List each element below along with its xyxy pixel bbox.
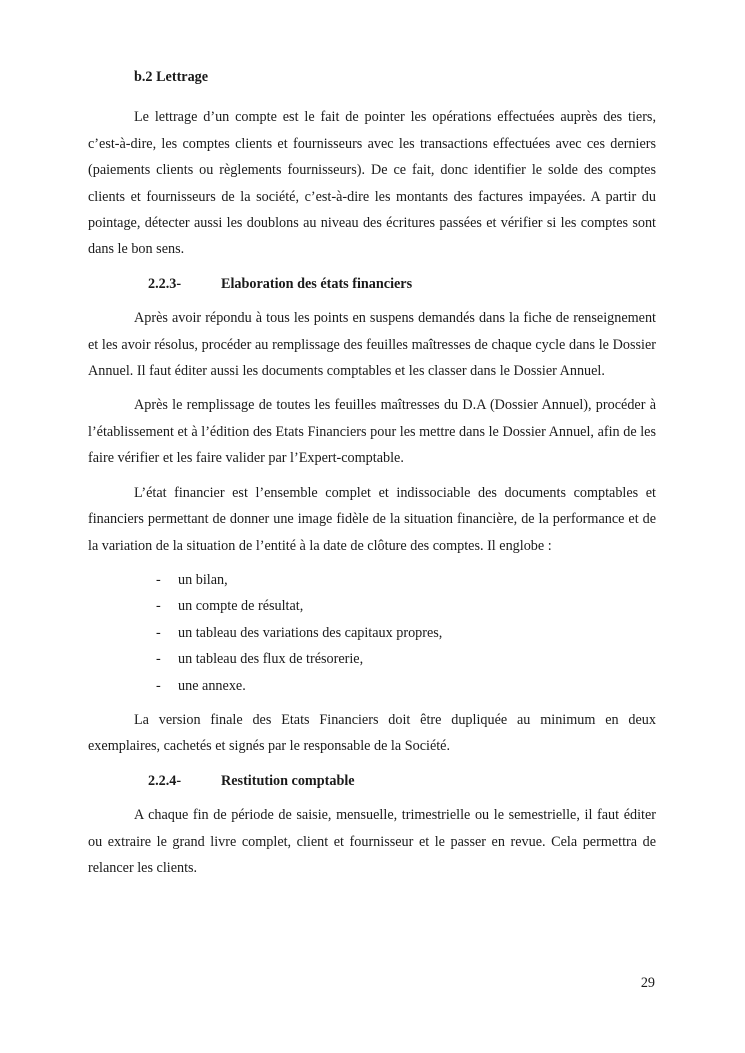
section-number: 2.2.3-	[148, 275, 182, 292]
list-item-text: un tableau des flux de trésorerie,	[178, 651, 364, 668]
paragraph-lettrage: Le lettrage d’un compte est le fait de pointer les opérations effectuées auprès des tiers, c’est-à-dire, les comptes clients et fournisseurs avec les transactions effectuées avec ces derniers (paiements clients ou règlements fournisseurs). De ce fait, donc identifier le solde des comptes clients et fournisseurs de la société, c’est-à-dire les montants des factures impayées. A partir du pointage, détecter aussi les doublons au niveau des écritures passées et vérifier si les comptes sont dans le bon sens.	[88, 109, 656, 258]
list-item-text: un compte de résultat,	[178, 598, 304, 615]
section-title: Elaboration des états financiers	[221, 275, 413, 292]
bullet-dash: -	[156, 677, 161, 694]
section-heading-223	[88, 271, 656, 297]
list-item	[156, 593, 656, 619]
list-item	[156, 646, 656, 672]
subsection-title: b.2 Lettrage	[134, 69, 209, 85]
list-item-text: un tableau des variations des capitaux propres,	[178, 624, 443, 641]
paragraph: Après le remplissage de toutes les feuilles maîtresses du D.A (Dossier Annuel), procéder à l’établissement et à l’édition des Etats Financiers pour les mettre dans le Dossier Annuel, afin de les faire vérifier et les faire valider par l’Expert-comptable.	[88, 397, 656, 467]
paragraph: Après avoir répondu à tous les points en suspens demandés dans la fiche de renseignement et les avoir résolus, procéder au remplissage des feuilles maîtresses de chaque cycle dans le Dossier Annuel. Il faut éditer aussi les documents comptables et les classer dans le Dossier Annuel.	[88, 310, 656, 380]
paragraph: La version finale des Etats Financiers doit être dupliquée au minimum en deux exemplaires, cachetés et signés par le responsable de la Société.	[88, 711, 656, 755]
list-item	[156, 620, 656, 646]
list-item	[156, 673, 656, 699]
list-item	[156, 567, 656, 593]
list-item-text: une annexe.	[178, 677, 246, 694]
paragraph: L’état financier est l’ensemble complet et indissociable des documents comptables et financiers permettant de donner une image fidèle de la situation financière, de la performance et de la variation de la situation de l’entité à la date de clôture des comptes. Il englobe :	[88, 484, 656, 554]
bullet-dash: -	[156, 624, 161, 641]
list-item-text: un bilan,	[178, 571, 228, 588]
bullet-dash: -	[156, 598, 161, 615]
bullet-dash: -	[156, 571, 161, 588]
page-content	[88, 64, 656, 889]
section-number: 2.2.4-	[148, 772, 182, 789]
financial-statements-list	[88, 567, 656, 699]
paragraph: A chaque fin de période de saisie, mensuelle, trimestrielle ou le semestrielle, il faut éditer ou extraire le grand livre complet, client et fournisseur et le passer en revue. Cela permettra de relancer les clients.	[88, 807, 656, 876]
section-heading-224	[88, 768, 656, 794]
bullet-dash: -	[156, 651, 161, 668]
section-title: Restitution comptable	[221, 772, 355, 789]
page-number: 29	[640, 975, 655, 991]
